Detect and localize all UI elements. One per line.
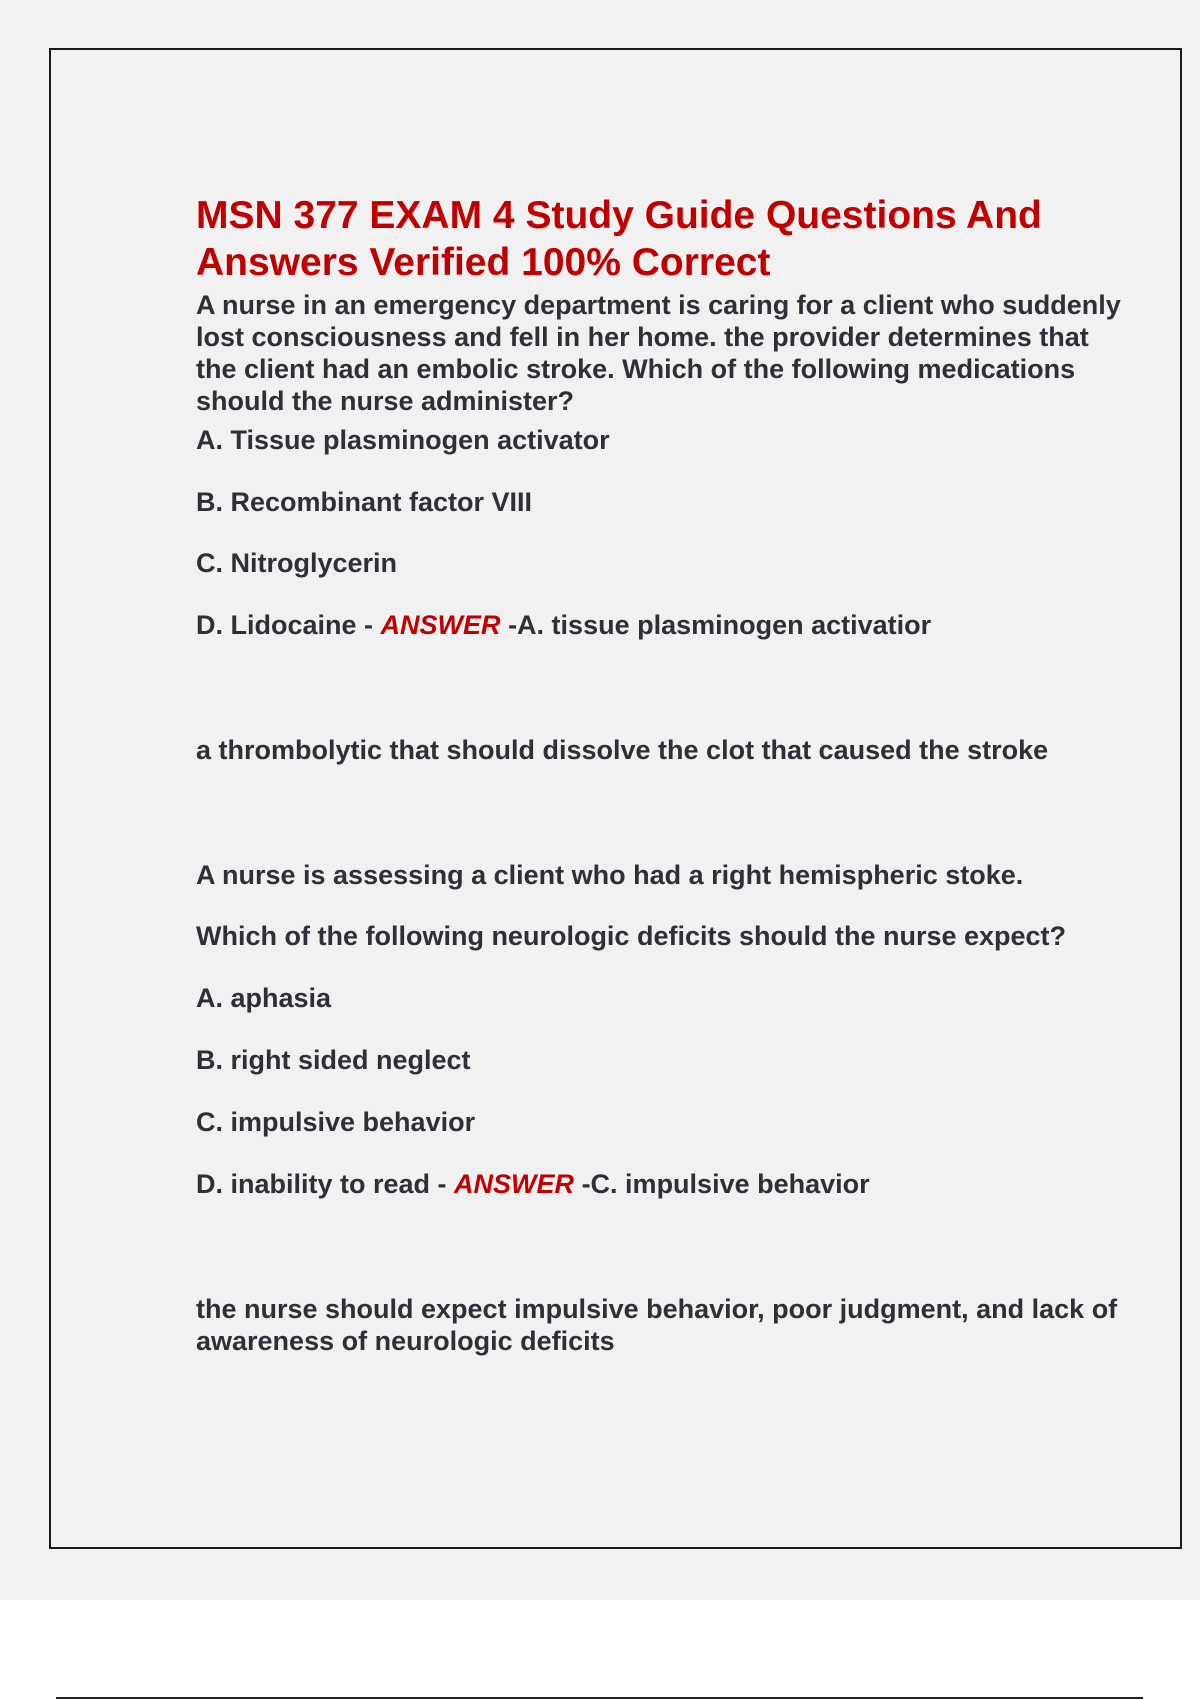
page-divider <box>56 1697 1143 1699</box>
question-2-answer-label: ANSWER <box>454 1169 575 1199</box>
question-2-option-d-line <box>196 1168 870 1200</box>
question-2-option-d: D. inability to read - <box>196 1169 447 1199</box>
question-1-answer-label: ANSWER <box>380 610 501 640</box>
question-2-option-c: C. impulsive behavior <box>196 1107 476 1137</box>
question-2-stem-line-2: Which of the following neurologic deficits should the nurse expect? <box>196 921 1067 951</box>
question-1-option-d-line <box>196 609 931 641</box>
question-2-option-a: A. aphasia <box>196 983 332 1013</box>
question-1-option-c: C. Nitroglycerin <box>196 548 398 578</box>
question-2-stem-line-1: A nurse is assessing a client who had a right hemispheric stoke. <box>196 860 1024 890</box>
question-2-option-b: B. right sided neglect <box>196 1045 471 1075</box>
question-2-rationale: the nurse should expect impulsive behavior, poor judgment, and lack of awareness of neurologic deficits <box>196 1294 1118 1356</box>
document-title: MSN 377 EXAM 4 Study Guide Questions And Answers Verified 100% Correct <box>196 194 1042 284</box>
question-1-stem: A nurse in an emergency department is caring for a client who suddenly lost consciousness and fell in her home. the provider determines that the client had an embolic stroke. Which of the following medications should the nurse administer? <box>196 290 1121 416</box>
question-1-rationale: a thrombolytic that should dissolve the clot that caused the stroke <box>196 735 1049 765</box>
question-1-option-a: A. Tissue plasminogen activator <box>196 425 610 455</box>
document-page <box>49 48 1182 1549</box>
question-2-answer: -C. impulsive behavior <box>581 1169 870 1199</box>
question-1-option-d: D. Lidocaine - <box>196 610 374 640</box>
question-1-answer: -A. tissue plasminogen activatior <box>508 610 932 640</box>
question-1-option-b: B. Recombinant factor VIII <box>196 487 533 517</box>
